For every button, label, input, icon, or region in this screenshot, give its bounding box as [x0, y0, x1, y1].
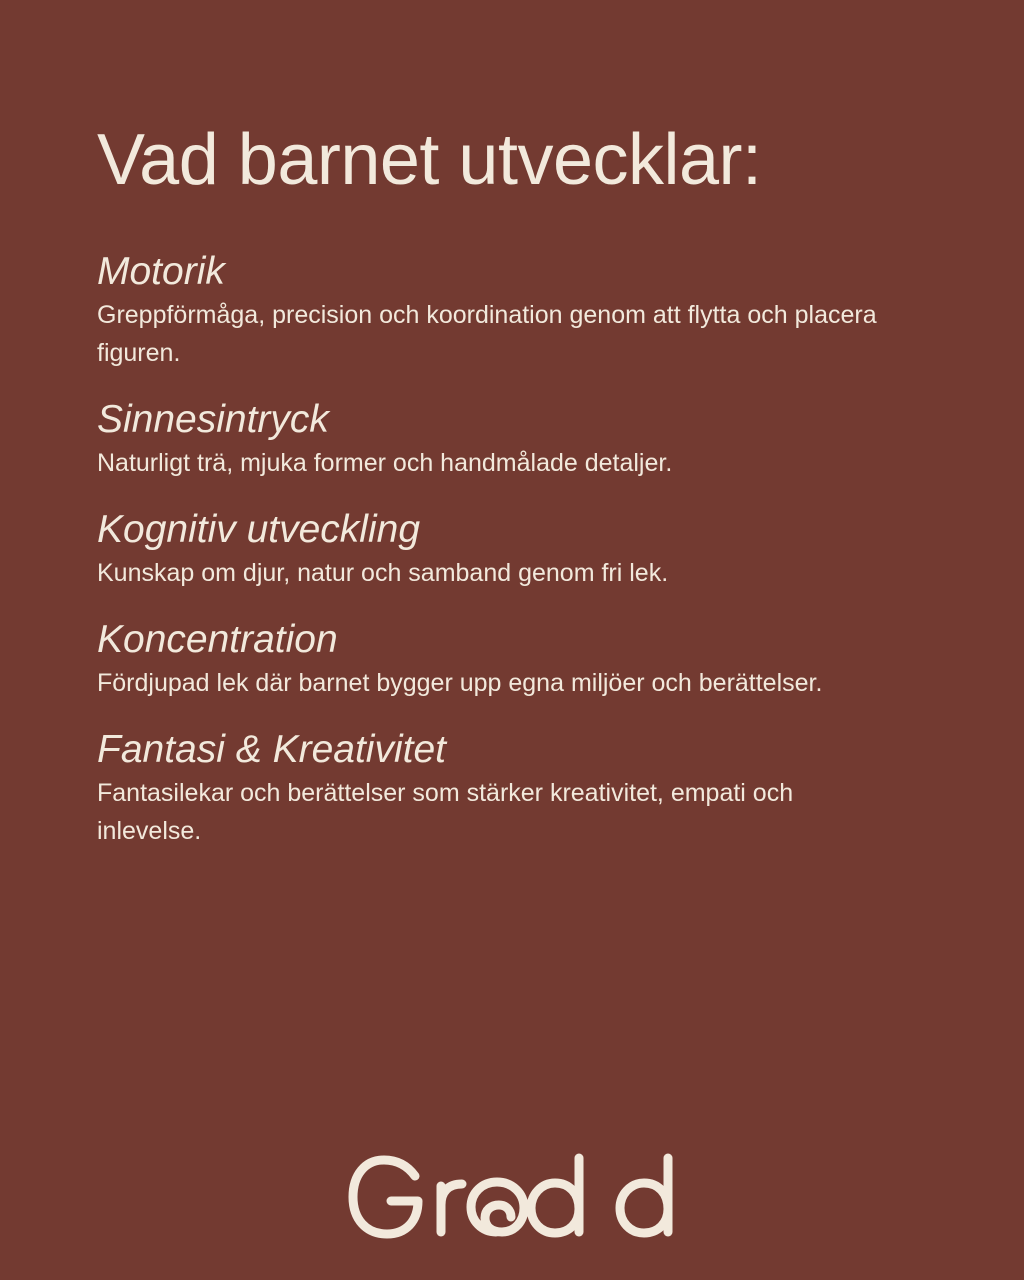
section-heading: Kognitiv utveckling — [97, 508, 421, 551]
development-section-koncentration — [97, 616, 957, 702]
section-text: Fördjupad lek där barnet bygger upp egna miljöer och berättelser. — [97, 669, 823, 697]
page-title: Vad barnet utvecklar: — [97, 120, 762, 200]
section-heading: Motorik — [97, 250, 225, 293]
section-text: Fantasilekar och berättelser som stärker kreativitet, empati och inlevelse. — [97, 779, 794, 845]
section-text: Naturligt trä, mjuka former och handmålade detaljer. — [97, 449, 673, 477]
development-section-kognitiv-utveckling — [97, 506, 957, 592]
section-heading: Koncentration — [97, 618, 338, 661]
grodd-wordmark-icon — [353, 1158, 668, 1234]
development-section-sinnesintryck — [97, 396, 957, 482]
development-section-motorik — [97, 248, 957, 372]
section-text: Kunskap om djur, natur och samband genom fri lek. — [97, 559, 669, 587]
brand-logo — [348, 1148, 678, 1248]
development-list — [97, 248, 957, 850]
section-heading: Sinnesintryck — [97, 398, 329, 441]
development-section-fantasi-kreativitet — [97, 726, 957, 850]
section-heading: Fantasi & Kreativitet — [97, 728, 446, 771]
section-text: Greppförmåga, precision och koordination genom att flytta och placera figuren. — [97, 301, 877, 367]
page-content — [97, 112, 957, 874]
